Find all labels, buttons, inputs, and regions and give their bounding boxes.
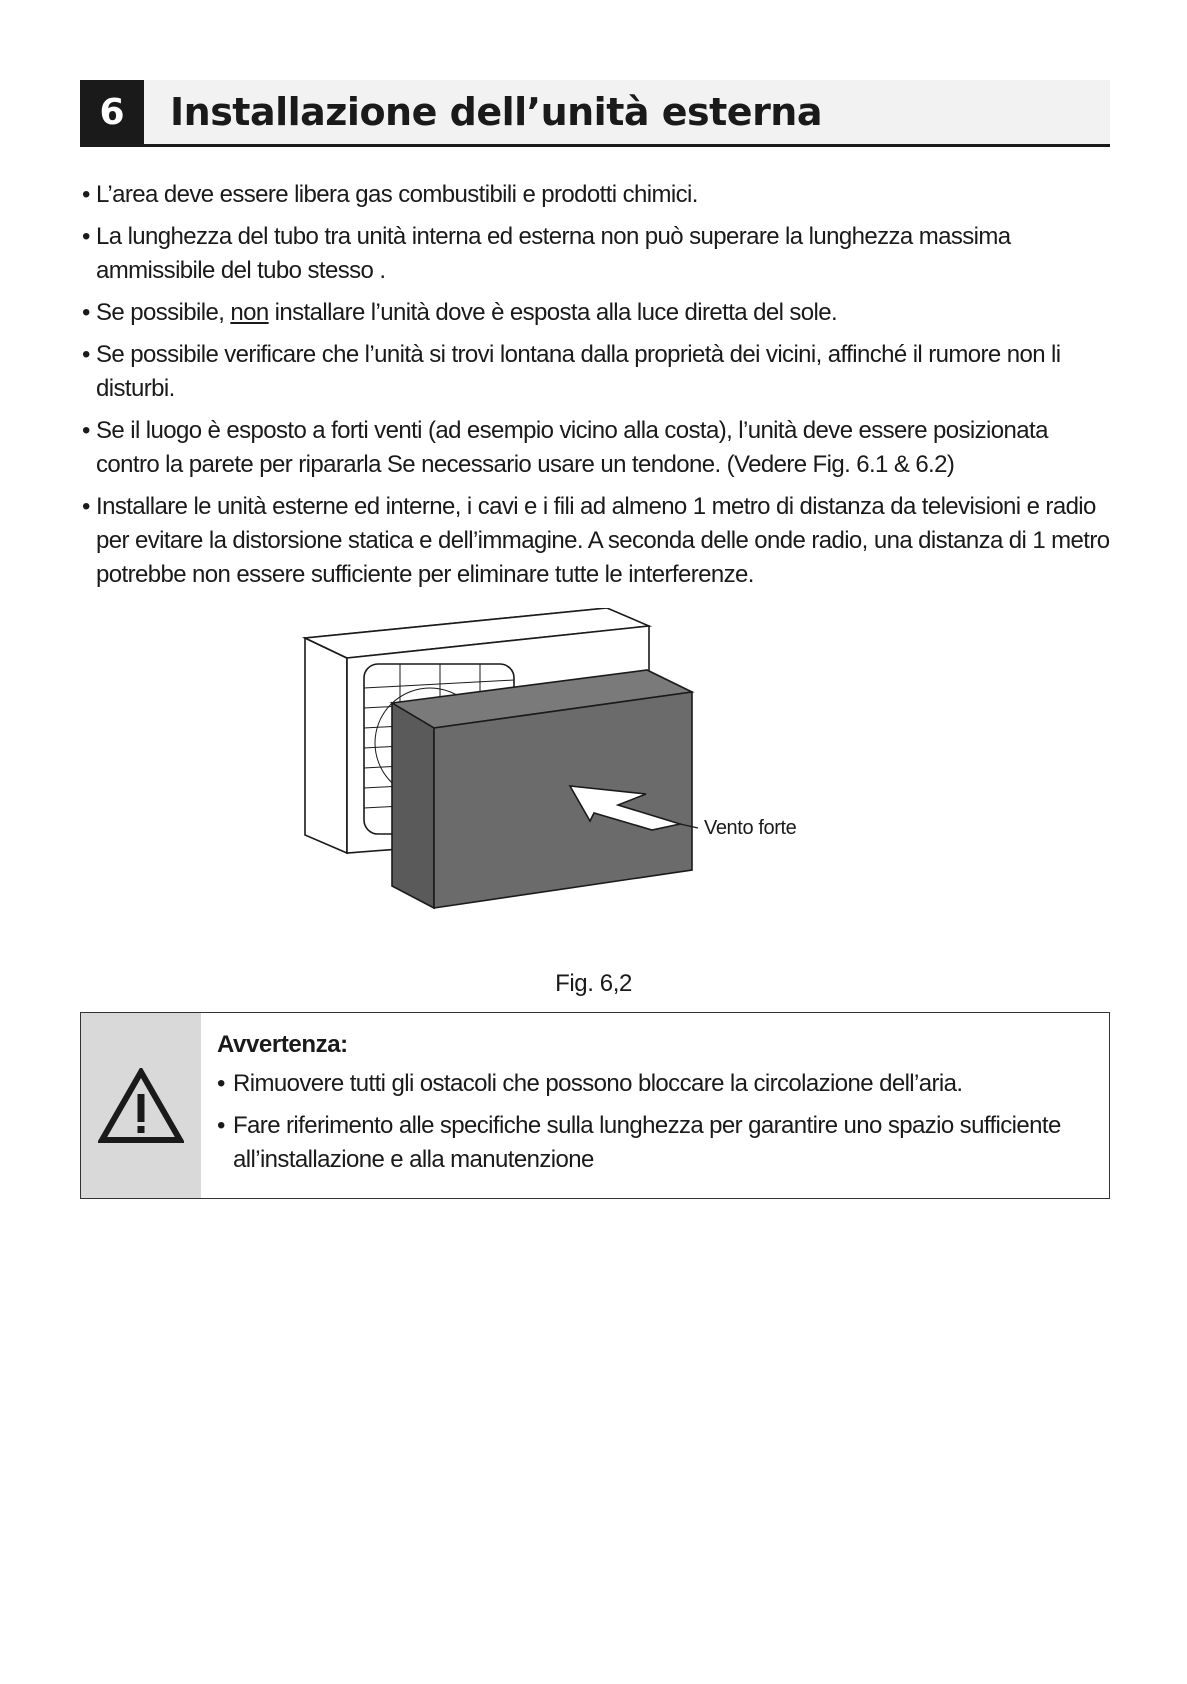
warning-sidebar <box>81 1013 201 1198</box>
guideline-item <box>82 296 1112 330</box>
section-header <box>80 80 1110 147</box>
wind-shield-illustration <box>300 608 860 948</box>
guideline-item: • Se possibile verificare che l’unità si trovi lontana dalla proprietà dei vicini, affinché il rumore non li disturbi. <box>82 338 1112 406</box>
emphasis-underlined: non <box>230 299 269 326</box>
warning-content <box>201 1013 1109 1198</box>
warning-item: • Fare riferimento alle specifiche sulla lunghezza per garantire uno spazio sufficiente all’installazione e alla manutenzione <box>217 1109 1109 1177</box>
guideline-item: • La lunghezza del tubo tra unità interna ed esterna non può superare la lunghezza massima ammissibile del tubo stesso . <box>82 220 1112 288</box>
warning-list <box>217 1067 1109 1177</box>
section-title: Installazione dell’unità esterna <box>170 90 823 134</box>
guideline-text: installare l’unità dove è esposta alla luce diretta del sole. <box>268 299 838 326</box>
warning-triangle-icon <box>98 1068 184 1144</box>
guideline-item: • Installare le unità esterne ed interne, i cavi e i fili ad almeno 1 metro di distanza da televisioni e radio per evitare la distorsione statica e dell’immagine. A seconda delle onde radio, una distanza di 1 metro potrebbe non essere sufficiente per eliminare tutte le interferenze. <box>82 490 1112 592</box>
unit-side-face <box>305 638 347 853</box>
guideline-text: Se possibile, <box>96 299 231 326</box>
installation-guidelines-list <box>82 178 1112 600</box>
shield-front-face <box>434 692 692 908</box>
figure-caption: Fig. 6,2 <box>555 970 632 997</box>
warning-box <box>80 1012 1110 1199</box>
guideline-item: • Se il luogo è esposto a forti venti (ad esempio vicino alla costa), l’unità deve essere posizionata contro la parete per ripararla Se necessario usare un tendone. (Vedere Fig. 6.1 & 6.2) <box>82 414 1112 482</box>
figure-outdoor-unit-wind-shield <box>300 608 860 948</box>
section-number: 6 <box>80 80 144 144</box>
wind-label: Vento forte <box>704 817 797 839</box>
warning-item: • Rimuovere tutti gli ostacoli che possono bloccare la circolazione dell’aria. <box>217 1067 1109 1101</box>
wind-shield <box>392 670 692 908</box>
warning-title: Avvertenza: <box>217 1031 348 1058</box>
guideline-item: • L’area deve essere libera gas combustibili e prodotti chimici. <box>82 178 1112 212</box>
shield-side-face <box>392 703 434 908</box>
